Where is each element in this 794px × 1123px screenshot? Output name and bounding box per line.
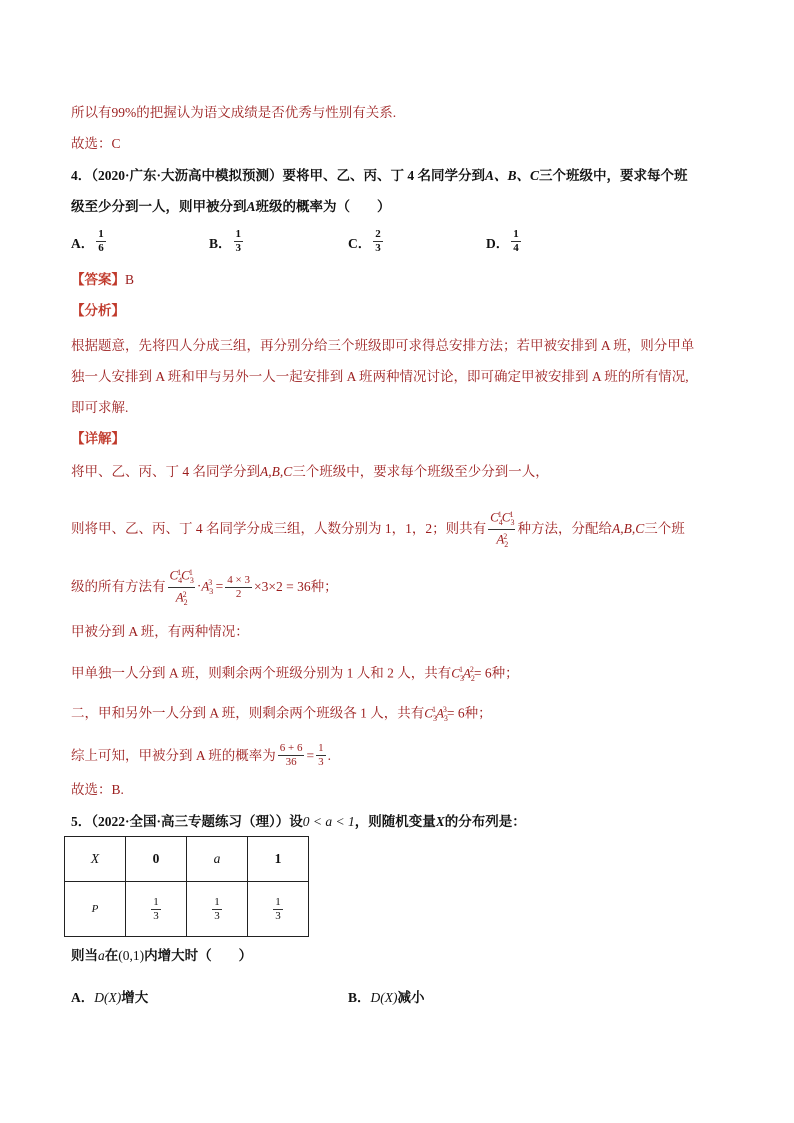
q4-option-d: D． $\frac{1}{4}$ — [486, 228, 519, 254]
detail-line-8: 故选：B. — [71, 782, 124, 797]
q5-stem-line2: 则当a在(0,1)内增大时（ ） — [71, 948, 253, 963]
detail-line-5: 甲单独一人分到 A 班，则剩余两个班级分别为 1 人和 2 人，共有$C_3^1A_2^2= 6$种； — [71, 665, 519, 684]
q4-stem-line1: 4．（2020·广东·大沥高中模拟预测）要将甲、乙、丙、丁 4 名同学分到A、B、C三个班级中，要求每个班 — [71, 168, 688, 183]
table-prob-cell: $\frac{1}{3}$ — [126, 882, 187, 937]
answer-line: 【答案】B — [71, 272, 135, 287]
detail-tag-line — [71, 429, 125, 449]
detail-line-7: 综上可知，甲被分到 A 班的概率为 $\frac{6 + 6}{36}$ = $\frac{1}{3}$ . — [71, 742, 331, 768]
table-row — [65, 882, 309, 937]
q4-stem-line2: 级至少分到一人，则甲被分到A班级的概率为（ ） — [71, 199, 391, 214]
detail-tag: 【详解】 — [71, 431, 125, 446]
table-row — [65, 837, 309, 882]
table-header-cell: 0 — [126, 837, 187, 882]
analysis-line-1: 根据题意，先将四人分成三组，再分别分给三个班级即可求得总安排方法；若甲被安排到 A 班，则分甲单 — [71, 338, 695, 353]
q5-option-b: B．D(X)减小 — [348, 990, 425, 1005]
table-prob-cell: $\frac{1}{3}$ — [187, 882, 248, 937]
total-methods-fraction: $\frac{C_4^1C_3^1}{A_2^2}$ — [169, 567, 194, 607]
table-header-cell: X — [65, 837, 126, 882]
detail-line-4: 甲被分到 A 班，有两种情况： — [71, 624, 249, 639]
q4-option-c: C． $\frac{2}{3}$ — [348, 228, 381, 254]
analysis-tag-line — [71, 301, 125, 321]
detail-line-3: 级的所有方法有 $\frac{C_4^1C_3^1}{A_2^2}$ $\cdot A_3^3$ = $\frac{4 \times 3}{2}$ ×3×2 = 36种； — [71, 567, 338, 607]
analysis-line-2: 独一人安排到 A 班和甲与另外一人一起安排到 A 班两种情况讨论，即可确定甲被安排到 A 班的所有情况, — [71, 369, 689, 384]
table-prob-cell: $\frac{1}{3}$ — [248, 882, 309, 937]
previous-answer: 故选：C — [71, 136, 121, 151]
table-label-cell: P — [65, 882, 126, 937]
conclusion-text: 所以有99%的把握认为语文成绩是否优秀与性别有关系. — [71, 105, 397, 120]
q5-stem-line1: 5．（2022·全国·高三专题练习（理））设0 < a < 1，则随机变量X的分布列是： — [71, 814, 526, 829]
detail-line-6: 二，甲和另外一人分到 A 班，则剩余两个班级各 1 人，共有$C_3^1A_3^3= 6$种； — [71, 705, 492, 724]
q5-option-a: A．D(X)增大 — [71, 990, 149, 1005]
detail-line-2: 则将甲、乙、丙、丁 4 名同学分成三组，人数分别为 1，1，2；则共有 $\frac{C_4^1C_3^1}{A_2^2}$ 种方法，分配给 A,B,C 三个班 — [71, 509, 685, 549]
detail-line-1: 将甲、乙、丙、丁 4 名同学分到A,B,C三个班级中，要求每个班级至少分到一人， — [71, 464, 549, 479]
distribution-table — [64, 836, 309, 937]
analysis-line-3: 即可求解. — [71, 400, 129, 415]
table-header-cell: a — [187, 837, 248, 882]
q4-option-b: B． $\frac{1}{3}$ — [209, 228, 242, 254]
analysis-tag: 【分析】 — [71, 303, 125, 318]
table-header-cell: 1 — [248, 837, 309, 882]
q4-option-a: A． $\frac{1}{6}$ — [71, 228, 104, 254]
answer-tag: 【答案】 — [71, 272, 125, 287]
combination-fraction: $\frac{C_4^1C_3^1}{A_2^2}$ — [490, 509, 515, 549]
